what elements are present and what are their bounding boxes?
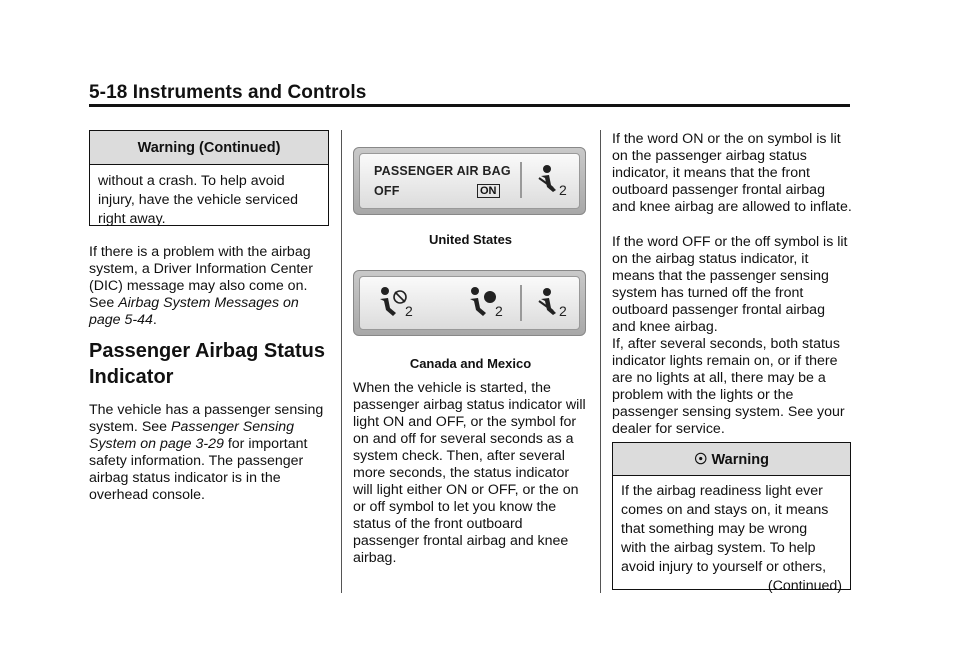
off-symbol-paragraph: If the word OFF or the off symbol is lit on the airbag status indicator, it means that the passenger sensing system has turned off the front outboard passenger frontal airbag and knee airbag. (612, 234, 848, 335)
warning-line: avoid injury to yourself or others, (621, 559, 827, 575)
warning-title: Warning (711, 452, 769, 468)
off-label: OFF (374, 184, 400, 198)
warning-line: injury, have the vehicle serviced (98, 192, 299, 208)
warning-line: right away. (98, 211, 166, 227)
warning-box (612, 442, 851, 594)
column-divider-2 (600, 130, 601, 593)
passenger-air-bag-label: PASSENGER AIR BAG (374, 164, 511, 178)
airbag-off-icon (374, 285, 408, 319)
seat-number: 2 (559, 182, 567, 198)
warning-line: with the airbag system. To help (621, 540, 816, 556)
header-rule (89, 104, 850, 107)
warning-line: that something may be wrong (621, 521, 808, 537)
on-symbol-paragraph: If the word ON or the on symbol is lit on the passenger airbag status indicator, it means that the front outboard passenger frontal airbag and knee airbag are allowed to inflate. (612, 131, 852, 215)
page-header: 5-18 Instruments and Controls (89, 82, 367, 103)
seat-number: 2 (405, 303, 413, 319)
seat-number: 2 (495, 303, 503, 319)
warning-continued-label: (Continued) (767, 578, 842, 594)
warning-line: comes on and stays on, it means (621, 502, 829, 518)
no-lights-paragraph: If, after several seconds, both status indicator lights remain on, or if there are no lights at all, there may be a problem with the lights or the passenger sensing system. See your dealer for service. (612, 336, 845, 437)
on-label: ON (477, 184, 500, 198)
section-title: Passenger Airbag Status Indicator (89, 340, 326, 388)
airbag-problem-paragraph: If there is a problem with the airbag system, a Driver Information Center (DIC) message may also come on. See Airbag System Messages on page 5-44. (89, 244, 313, 328)
warning-line: without a crash. To help avoid (98, 173, 285, 189)
passenger-sensing-link[interactable]: Passenger Sensing System on page 3-29 (89, 419, 295, 452)
warning-continued-title: Warning (Continued) (90, 131, 328, 165)
us-indicator-panel (353, 147, 586, 215)
panel-divider (520, 162, 522, 198)
passenger-sensing-paragraph: The vehicle has a passenger sensing system. See Passenger Sensing System on page 3-29 for important safety information. The passenger airbag status indicator is in the overhead console. (89, 402, 324, 503)
airbag-on-icon (464, 285, 498, 319)
passenger-seatbelt-icon (536, 164, 558, 194)
warning-continued-text (90, 165, 328, 229)
canada-mexico-indicator-panel (353, 270, 586, 336)
caption-canada-mexico: Canada and Mexico (409, 356, 532, 371)
passenger-seatbelt-icon (536, 287, 558, 317)
warning-line: If the airbag readiness light ever (621, 483, 823, 499)
airbag-messages-link[interactable]: Airbag System Messages on page 5-44 (89, 295, 299, 328)
panel-divider (520, 285, 522, 321)
warning-title-row (613, 443, 850, 476)
system-check-paragraph: When the vehicle is started, the passenger airbag status indicator will light ON and OFF, or the symbol for on and off for several seconds as a system check. Then, after several more seconds, the status indicator will light either ON or OFF, or the on or off symbol to let you know the status of the front outboard passenger frontal airbag and knee airbag. (353, 380, 586, 566)
warning-text (613, 476, 850, 596)
warning-symbol-icon: ☉ (694, 451, 708, 468)
caption-united-states: United States (428, 232, 513, 247)
column-divider-1 (341, 130, 342, 593)
seat-number: 2 (559, 303, 567, 319)
warning-continued-box (89, 130, 329, 226)
